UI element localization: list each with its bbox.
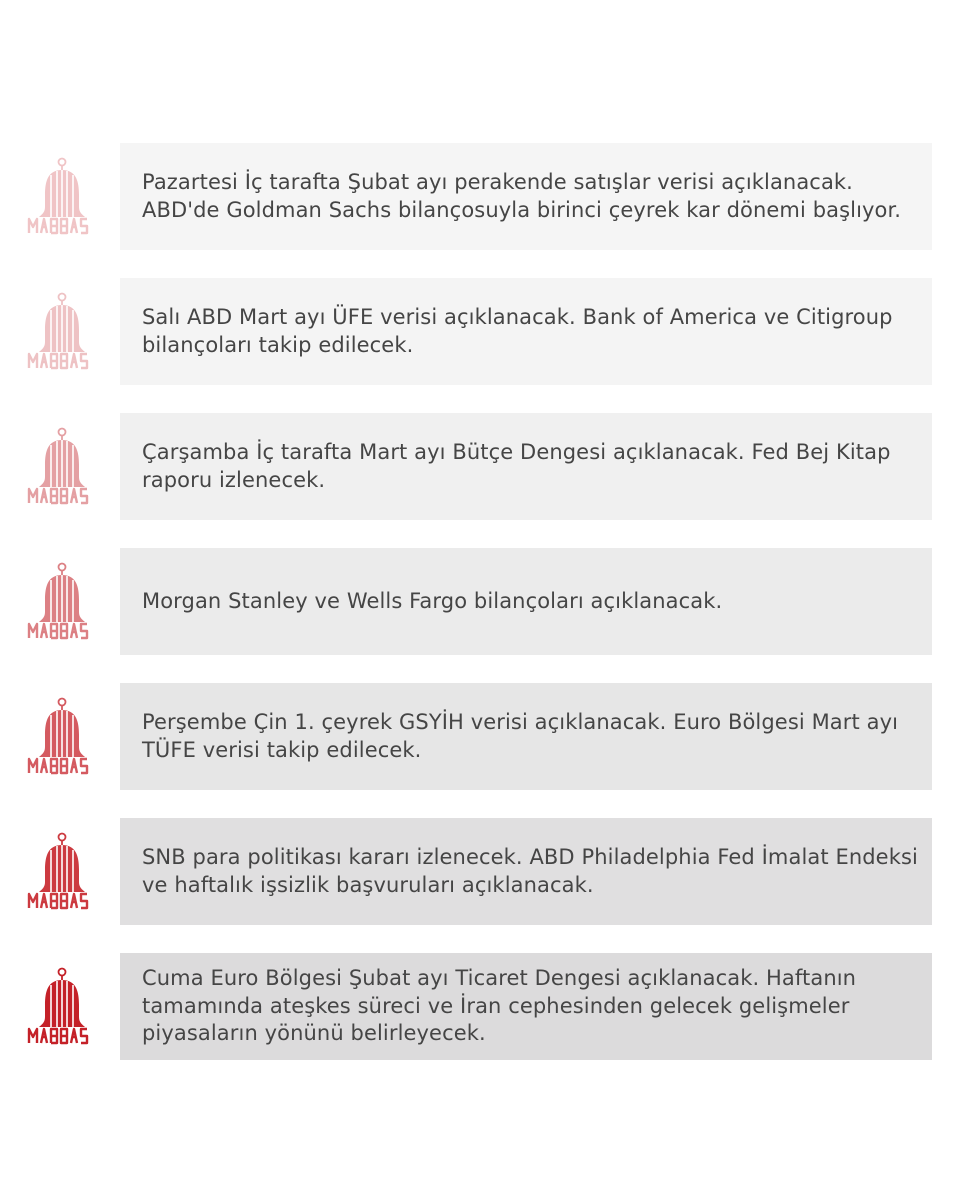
bell-logo-icon bbox=[26, 697, 98, 777]
agenda-text: Perşembe Çin 1. çeyrek GSYİH verisi açıklanacak. Euro Bölgesi Mart ayı TÜFE verisi takip edilecek. bbox=[142, 710, 899, 762]
bell-logo-icon bbox=[26, 292, 98, 372]
bell-logo-icon bbox=[26, 832, 98, 912]
agenda-item bbox=[0, 548, 960, 655]
agenda-text-box bbox=[120, 548, 932, 655]
agenda-text-box bbox=[120, 953, 932, 1060]
agenda-text-box bbox=[120, 413, 932, 520]
bell-logo-icon bbox=[26, 427, 98, 507]
agenda-text-box bbox=[120, 818, 932, 925]
agenda-text: SNB para politikası kararı izlenecek. ABD Philadelphia Fed İmalat Endeksi ve haftalık işsizlik başvuruları açıklanacak. bbox=[142, 845, 918, 897]
agenda-item bbox=[0, 413, 960, 520]
agenda-text: Pazartesi İç tarafta Şubat ayı perakende satışlar verisi açıklanacak. ABD'de Goldman Sachs bilançosuyla birinci çeyrek kar dönemi başlıyor. bbox=[142, 170, 902, 222]
bell-logo-icon bbox=[26, 562, 98, 642]
agenda-item bbox=[0, 278, 960, 385]
agenda-text: Morgan Stanley ve Wells Fargo bilançoları açıklanacak. bbox=[142, 588, 723, 613]
agenda-item bbox=[0, 953, 960, 1060]
agenda-text: Salı ABD Mart ayı ÜFE verisi açıklanacak. Bank of America ve Citigroup bilançoları takip edilecek. bbox=[142, 305, 893, 357]
bell-logo-icon bbox=[26, 157, 98, 237]
agenda-text: Çarşamba İç tarafta Mart ayı Bütçe Dengesi açıklanacak. Fed Bej Kitap raporu izlenecek. bbox=[142, 440, 891, 492]
agenda-item bbox=[0, 143, 960, 250]
agenda-list bbox=[0, 143, 960, 1060]
agenda-text-box bbox=[120, 683, 932, 790]
agenda-text: Cuma Euro Bölgesi Şubat ayı Ticaret Dengesi açıklanacak. Haftanın tamamında ateşkes süreci ve İran cephesinden gelecek gelişmeler piyasaların yönünü belirleyecek. bbox=[142, 966, 857, 1046]
agenda-text-box bbox=[120, 278, 932, 385]
agenda-text-box bbox=[120, 143, 932, 250]
bell-logo-icon bbox=[26, 967, 98, 1047]
agenda-item bbox=[0, 818, 960, 925]
agenda-item bbox=[0, 683, 960, 790]
